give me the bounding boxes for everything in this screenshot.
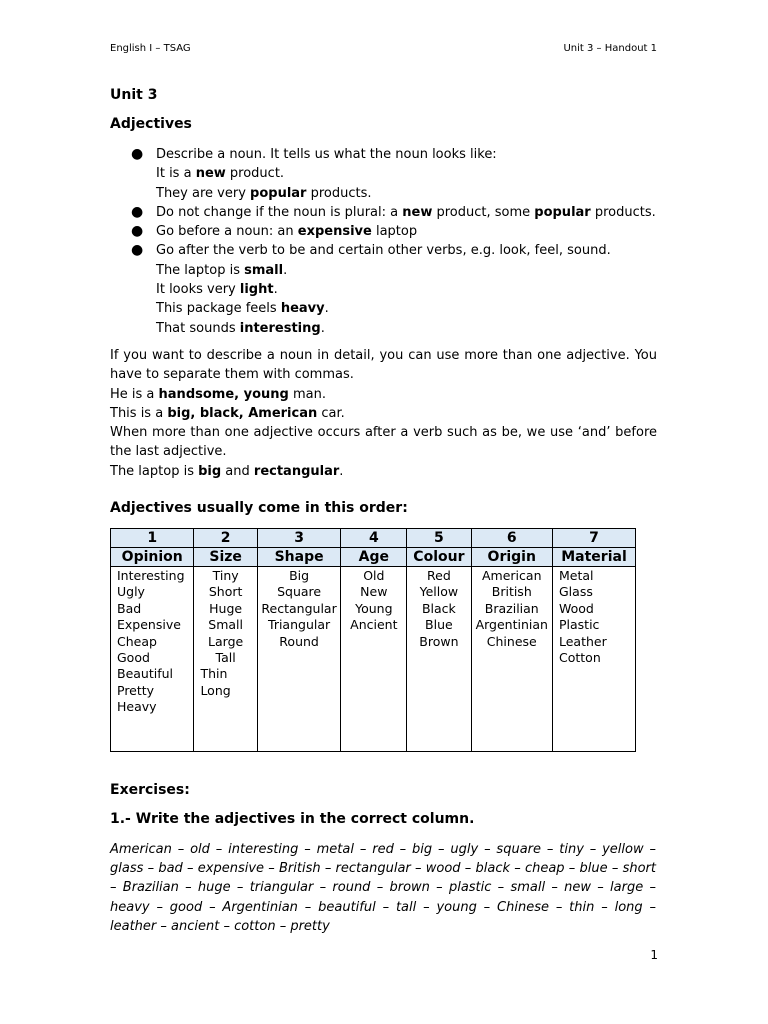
bullet-dot-icon: ●	[131, 203, 144, 220]
page-number: 1	[650, 948, 658, 962]
order-heading: Adjectives usually come in this order:	[110, 500, 408, 516]
table-column-cell	[257, 567, 341, 752]
table-cell-item: Black	[421, 600, 456, 616]
bullet-line: Do not change if the noun is plural: a new product, some popular products.	[156, 204, 656, 220]
table-cell-item: Chinese	[486, 633, 537, 649]
bullet-line: The laptop is small.	[156, 262, 288, 278]
bullet-item	[110, 241, 670, 337]
table-column-cell	[194, 567, 257, 752]
table-cell-item: Bad	[117, 600, 142, 616]
table-cell-item: Huge	[209, 600, 243, 616]
table-cell-item: Leather	[559, 633, 607, 649]
table-cell-item: Round	[279, 633, 319, 649]
table-column-header: Age	[341, 548, 407, 567]
table-cell-item: Thin	[200, 666, 228, 682]
bullet-dot-icon: ●	[131, 146, 144, 162]
table-cell-item: Good	[117, 650, 150, 666]
table-column-header: Size	[194, 548, 257, 567]
table-cell-item: Argentinian	[475, 617, 548, 633]
table-cell-item: Short	[208, 584, 243, 600]
table-cell-item: Blue	[425, 617, 453, 633]
table-cell-item: Yellow	[419, 584, 459, 600]
table-column-header: Material	[553, 548, 636, 567]
table-column-number: 4	[341, 529, 407, 548]
table-column-number: 3	[257, 529, 341, 548]
table-column-cell	[111, 567, 194, 752]
table-cell-item: Glass	[559, 584, 593, 600]
bullet-item	[110, 222, 670, 241]
table-cell-item: Ancient	[350, 617, 398, 633]
table-column-number: 2	[194, 529, 257, 548]
bullet-item	[110, 203, 670, 222]
exercise1-title: 1.- Write the adjectives in the correct column.	[110, 811, 475, 827]
table-cell-item: Young	[355, 600, 393, 616]
table-cell-item: Ugly	[117, 584, 145, 600]
paragraph-line: This is a big, black, American car.	[110, 405, 345, 421]
header-right: Unit 3 – Handout 1	[563, 43, 657, 54]
table-cell-item: Cotton	[559, 650, 601, 666]
table-cell-item: Large	[208, 633, 244, 649]
table-column-number: 6	[471, 529, 552, 548]
bullet-dot-icon: ●	[131, 223, 144, 240]
paragraph-line: The laptop is big and rectangular.	[110, 463, 344, 479]
table-cell-item: Metal	[559, 568, 594, 583]
table-cell-item: Triangular	[268, 617, 331, 633]
multiple-adjectives-paragraph	[110, 346, 657, 481]
bullet-line: Go before a noun: an expensive laptop	[156, 224, 418, 240]
bullet-line: Describe a noun. It tells us what the noun looks like:	[156, 147, 497, 162]
table-cell-item: Old	[363, 568, 385, 583]
table-cell-item: Brazilian	[484, 600, 539, 616]
table-cell-item: New	[360, 584, 388, 600]
table-column-header: Opinion	[111, 548, 194, 567]
bullet-line: Go after the verb to be and certain other verbs, e.g. look, feel, sound.	[156, 243, 611, 259]
table-column-cell	[553, 567, 636, 752]
table-column-cell	[407, 567, 471, 752]
table-column-header: Origin	[471, 548, 552, 567]
bullet-line: They are very popular products.	[156, 185, 372, 201]
table-column-number: 7	[553, 529, 636, 548]
adjective-order-table	[110, 528, 636, 752]
paragraph-line: If you want to describe a noun in detail, you can use more than one adjective. You have to separate them with commas.	[110, 348, 657, 383]
section-title: Adjectives	[110, 116, 192, 132]
table-cell-item: Interesting	[117, 568, 185, 583]
table-column-cell	[471, 567, 552, 752]
table-cell-item: American	[482, 568, 542, 583]
table-column-header: Shape	[257, 548, 341, 567]
header-left: English I – TSAG	[110, 43, 191, 54]
table-cell-item: Square	[277, 584, 322, 600]
table-cell-item: Pretty	[117, 682, 155, 698]
bullet-line: It is a new product.	[156, 166, 285, 182]
paragraph-line: He is a handsome, young man.	[110, 386, 326, 402]
table-column-cell	[341, 567, 407, 752]
bullet-line: That sounds interesting.	[156, 320, 325, 336]
table-column-number: 5	[407, 529, 471, 548]
bullet-line: It looks very light.	[156, 282, 278, 298]
table-cell-item: Plastic	[559, 617, 600, 633]
table-cell-item: Cheap	[117, 633, 157, 649]
bullet-line: This package feels heavy.	[156, 301, 329, 317]
table-cell-item: Tall	[215, 650, 236, 666]
table-column-number: 1	[111, 529, 194, 548]
exercise1-word-list: American – old – interesting – metal – red – big – ugly – square – tiny – yellow – glass – bad – expensive – British – rectangular – wood – black – cheap – blue – short – Brazilian – huge – triangular – round – brown – plastic – small – new – large – heavy – good – Argentinian – beautiful – tall – young – Chinese – thin – long – leather – ancient – cotton – pretty	[110, 842, 656, 934]
table-cell-item: Wood	[559, 600, 594, 616]
table-cell-item: Beautiful	[117, 666, 174, 682]
table-cell-item: Red	[427, 568, 451, 583]
table-cell-item: Small	[208, 617, 243, 633]
table-cell-item: Expensive	[117, 617, 181, 633]
table-cell-item: Tiny	[212, 568, 239, 583]
table-cell-item: British	[491, 584, 532, 600]
bullet-item	[110, 145, 670, 203]
exercises-title: Exercises:	[110, 782, 190, 798]
bullet-dot-icon: ●	[131, 242, 144, 259]
paragraph-line: When more than one adjective occurs after a verb such as be, we use ‘and’ before the last adjective.	[110, 425, 657, 460]
table-cell-item: Long	[200, 682, 231, 698]
table-cell-item: Heavy	[117, 699, 157, 715]
table-cell-item: Rectangular	[261, 600, 337, 616]
table-cell-item: Big	[289, 568, 310, 583]
table-cell-item: Brown	[419, 633, 459, 649]
adjective-rules-list	[110, 145, 670, 338]
unit-title: Unit 3	[110, 87, 158, 103]
table-column-header: Colour	[407, 548, 471, 567]
